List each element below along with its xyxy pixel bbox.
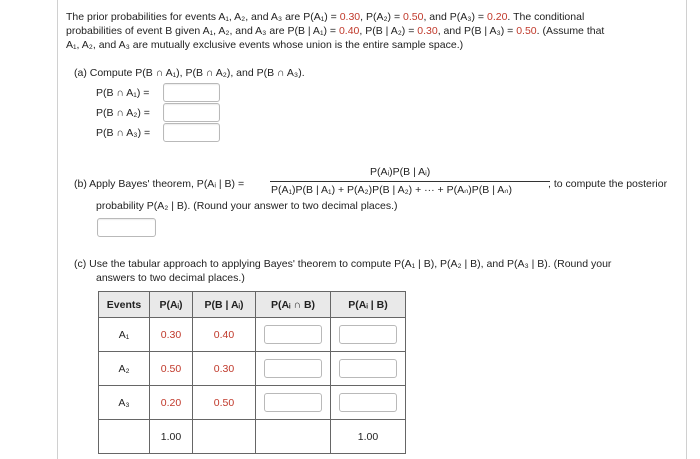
header-conditional: P(B | Aᵢ) [193, 292, 256, 318]
joint-a3-input[interactable] [264, 393, 322, 412]
part-a-row-1-label: P(B ∩ A₁) = [96, 87, 150, 99]
bayes-numerator: P(Aᵢ)P(B | Aᵢ) [370, 166, 431, 178]
p-b-and-a1-input[interactable] [163, 83, 220, 102]
joint-a2-input[interactable] [264, 359, 322, 378]
joint-a1-input[interactable] [264, 325, 322, 344]
part-b-line-2: probability P(A₂ | B). (Round your answer to two decimal places.) [96, 200, 398, 212]
part-a-row-2-label: P(B ∩ A₂) = [96, 107, 150, 119]
intro-line-1: The prior probabilities for events A₁, A₂, and A₃ are P(A₁) = 0.30, P(A₂) = 0.50, and P(A₃) = 0.20. The conditional [66, 11, 585, 23]
conditional-cell: 0.50 [193, 386, 256, 420]
part-b-prefix: (b) Apply Bayes' theorem, P(Aᵢ | B) = [74, 178, 245, 190]
part-a-row-3-label: P(B ∩ A₃) = [96, 127, 151, 139]
joint-cell [256, 352, 331, 386]
table-row [99, 386, 406, 420]
header-events: Events [99, 292, 150, 318]
bayes-denominator: P(A₁)P(B | A₁) + P(A₂)P(B | A₂) + ··· + P(Aₙ)P(B | Aₙ) [271, 184, 512, 196]
p-b-and-a3-input[interactable] [163, 123, 220, 142]
conditional-cell: 0.30 [193, 352, 256, 386]
part-a-label: (a) Compute P(B ∩ A₁), P(B ∩ A₂), and P(B ∩ A₃). [74, 67, 305, 79]
table-total-row [99, 420, 406, 454]
total-prior-cell: 1.00 [150, 420, 193, 454]
p-b-and-a2-input[interactable] [163, 103, 220, 122]
bayes-fraction-bar [270, 181, 550, 182]
header-prior: P(Aᵢ) [150, 292, 193, 318]
posterior-a2-table-input[interactable] [339, 359, 397, 378]
joint-cell [256, 318, 331, 352]
posterior-cell [331, 386, 406, 420]
part-b-suffix: , to compute the posterior [548, 178, 668, 190]
event-cell: A₃ [99, 386, 150, 420]
event-cell: A₁ [99, 318, 150, 352]
posterior-a1-input[interactable] [339, 325, 397, 344]
table-row [99, 318, 406, 352]
part-c-line-2: answers to two decimal places.) [96, 272, 245, 284]
total-event-cell [99, 420, 150, 454]
total-joint-cell [256, 420, 331, 454]
prior-cell: 0.30 [150, 318, 193, 352]
prior-cell: 0.50 [150, 352, 193, 386]
event-cell: A₂ [99, 352, 150, 386]
prior-cell: 0.20 [150, 386, 193, 420]
bayes-table [98, 291, 406, 454]
intro-line-2: probabilities of event B given A₁, A₂, and A₃ are P(B | A₁) = 0.40, P(B | A₂) = 0.30, and P(B | A₃) = 0.50. (Assume that [66, 25, 605, 37]
table-header-row [99, 292, 406, 318]
total-conditional-cell [193, 420, 256, 454]
table-row [99, 352, 406, 386]
intro-line-3: A₁, A₂, and A₃ are mutually exclusive events whose union is the entire sample space.) [66, 39, 464, 51]
header-joint: P(Aᵢ ∩ B) [256, 292, 331, 318]
part-c-line-1: (c) Use the tabular approach to applying Bayes' theorem to compute P(A₁ | B), P(A₂ | B), and P(A₃ | B). (Round your [74, 258, 612, 270]
header-posterior: P(Aᵢ | B) [331, 292, 406, 318]
posterior-cell [331, 318, 406, 352]
total-posterior-cell: 1.00 [331, 420, 406, 454]
posterior-a3-input[interactable] [339, 393, 397, 412]
posterior-cell [331, 352, 406, 386]
joint-cell [256, 386, 331, 420]
posterior-a2-input[interactable] [97, 218, 156, 237]
conditional-cell: 0.40 [193, 318, 256, 352]
